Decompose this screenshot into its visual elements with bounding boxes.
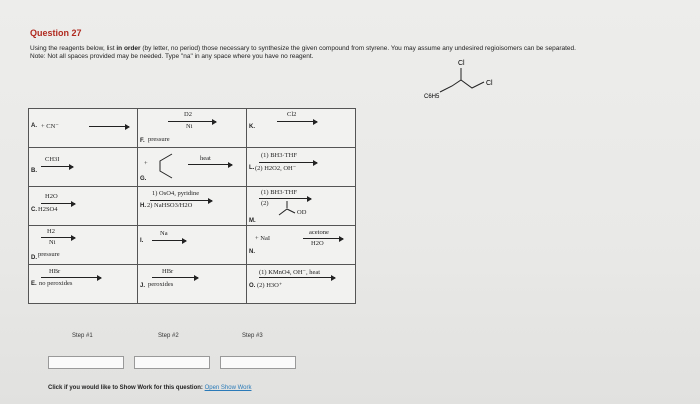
reaction-arrow bbox=[188, 164, 232, 165]
target-right-cl: Cl bbox=[486, 80, 493, 87]
reagent-top: 1) OsO4, pyridine bbox=[152, 190, 200, 197]
reaction-arrow bbox=[259, 162, 317, 163]
reaction-arrow bbox=[89, 126, 129, 127]
reagent-c bbox=[29, 187, 138, 226]
reagent-top: Na bbox=[160, 230, 168, 237]
reagent-n bbox=[247, 226, 356, 265]
reagent-l bbox=[247, 148, 356, 187]
step-2-input[interactable] bbox=[134, 356, 210, 369]
reagent-bottom: (2) H2O2, OH⁻ bbox=[255, 165, 297, 172]
reaction-arrow bbox=[152, 240, 186, 241]
reaction-arrow bbox=[303, 238, 343, 239]
reagent-g bbox=[138, 148, 247, 187]
reagent-top: H2O bbox=[45, 193, 58, 200]
reagent-top: Cl2 bbox=[287, 111, 297, 118]
reagent-letter: E. bbox=[31, 281, 37, 287]
reagent-top: heat bbox=[200, 155, 211, 162]
instructions-note: Note: Not all spaces provided may be needed. Type "na" in any space where you have no reagent. bbox=[30, 53, 314, 60]
reagent-od: OD bbox=[297, 209, 307, 216]
reagent-letter: L. bbox=[249, 165, 255, 171]
reagent-f bbox=[138, 109, 247, 148]
reagent-bottom: H2O bbox=[311, 240, 324, 247]
reagent-b bbox=[29, 148, 138, 187]
instructions-prefix: Using the reagents below, list bbox=[30, 45, 117, 52]
reagent-top: (1) BH3·THF bbox=[261, 189, 297, 196]
step-3-input[interactable] bbox=[220, 356, 296, 369]
reagent-bottom: 2) NaHSO3/H2O bbox=[147, 202, 193, 209]
reagent-text: + CN⁻ bbox=[41, 123, 59, 130]
step-2-label: Step #2 bbox=[158, 333, 179, 339]
reagent-letter: K. bbox=[249, 124, 255, 130]
reagent-top: acetone bbox=[309, 229, 329, 236]
reagent-bottom: pressure bbox=[148, 136, 170, 143]
step-1-input[interactable] bbox=[48, 356, 124, 369]
reagent-top: HBr bbox=[49, 268, 61, 275]
reagent-letter: N. bbox=[249, 249, 255, 255]
reaction-arrow bbox=[41, 277, 101, 278]
reagent-bottom: (2) bbox=[261, 200, 269, 207]
reagent-top: H2 bbox=[47, 228, 55, 235]
reagent-k bbox=[247, 109, 356, 148]
reagent-bottom: (2) H3O⁺ bbox=[257, 282, 283, 289]
reagent-top: D2 bbox=[184, 111, 192, 118]
reagent-letter: F. bbox=[140, 138, 145, 144]
reagent-letter: G. bbox=[140, 176, 147, 182]
target-ring-label: C6H5 bbox=[424, 94, 440, 100]
reaction-arrow bbox=[259, 277, 335, 278]
reagent-mid: Ni bbox=[49, 239, 56, 246]
reagent-letter: O. bbox=[249, 283, 256, 289]
reagent-j bbox=[138, 265, 247, 304]
reagent-e bbox=[29, 265, 138, 304]
reagent-d bbox=[29, 226, 138, 265]
reagent-letter: M. bbox=[249, 218, 256, 224]
reagent-letter: D. bbox=[31, 255, 37, 261]
reagent-mid: Ni bbox=[186, 123, 193, 130]
reagent-top: HBr bbox=[162, 268, 174, 275]
reagent-letter: B. bbox=[31, 168, 37, 174]
reaction-arrow bbox=[277, 121, 317, 122]
reagent-bottom: H2SO4 bbox=[38, 206, 58, 213]
reagent-top: (1) BH3·THF bbox=[261, 152, 297, 159]
reagent-plus: + bbox=[144, 160, 148, 167]
reaction-arrow bbox=[41, 166, 73, 167]
reagent-bottom: peroxides bbox=[148, 281, 174, 288]
reagent-letter: H. bbox=[140, 203, 146, 209]
reagent-letter: A. bbox=[31, 123, 37, 129]
reaction-arrow bbox=[168, 121, 216, 122]
reagent-a bbox=[29, 109, 138, 148]
step-3-label: Step #3 bbox=[242, 333, 263, 339]
open-show-work-link[interactable]: Open Show Work bbox=[204, 385, 252, 391]
question-title: Question 27 bbox=[30, 28, 82, 38]
reagent-letter: I. bbox=[140, 238, 144, 244]
target-top-cl: Cl bbox=[458, 60, 465, 67]
reaction-arrow bbox=[150, 200, 212, 201]
target-structure bbox=[424, 58, 546, 106]
show-work-prompt: Click if you would like to Show Work for this question: bbox=[48, 385, 203, 391]
reagent-m bbox=[247, 187, 356, 226]
step-1-label: Step #1 bbox=[72, 333, 93, 339]
reagent-grid bbox=[28, 108, 356, 304]
reagent-top: (1) KMnO4, OH⁻, heat bbox=[259, 269, 321, 276]
reagent-bottom: pressure bbox=[38, 251, 60, 258]
reagent-top: CH3I bbox=[45, 156, 60, 163]
diene-structure bbox=[154, 151, 178, 181]
reagent-letter: C. bbox=[31, 207, 37, 213]
reagent-i bbox=[138, 226, 247, 265]
reaction-arrow bbox=[41, 203, 75, 204]
reaction-arrow bbox=[152, 277, 198, 278]
reagent-h bbox=[138, 187, 247, 226]
reaction-arrow bbox=[41, 237, 75, 238]
reagent-letter: J. bbox=[140, 283, 146, 289]
instructions-bold: in order bbox=[116, 45, 141, 52]
show-work-footer bbox=[48, 385, 252, 391]
reagent-bottom: no peroxides bbox=[39, 280, 73, 287]
reagent-o bbox=[247, 265, 356, 304]
instructions-suffix: (by letter, no period) those necessary to synthesize the given compound from styrene. You may assume any undesired regioisomers can be separated. bbox=[140, 45, 576, 52]
reagent-plus: + NaI bbox=[255, 235, 271, 242]
